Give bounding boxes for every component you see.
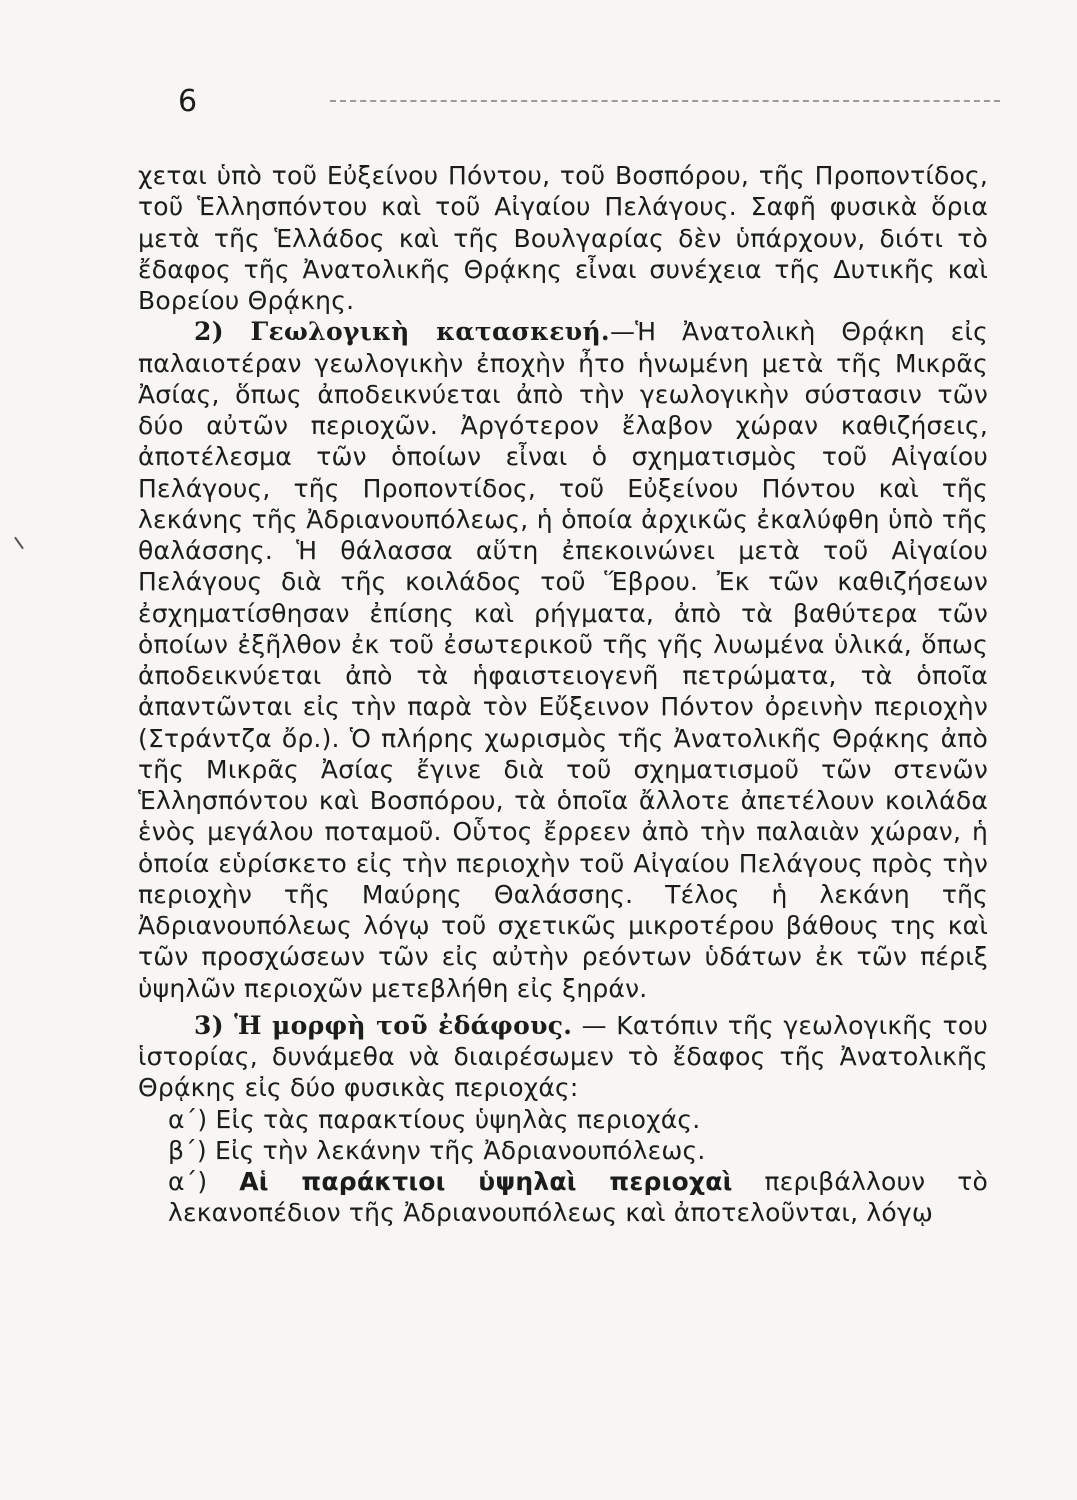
section-geology bbox=[138, 316, 988, 1004]
paragraph-coastal bbox=[138, 1166, 988, 1229]
margin-mark bbox=[14, 537, 24, 550]
section-heading-geology: 2) Γεωλογικὴ κατασκευή. bbox=[194, 317, 610, 347]
coastal-marker: α´) bbox=[168, 1167, 240, 1196]
header-rule bbox=[330, 100, 1000, 102]
section-text-landform: — Κατόπιν τῆς γεωλογικῆς του ἱστορίας, δυνάμεθα νὰ διαιρέσωμεν τὸ ἔδαφος τῆς Ἀνατολικῆς Θρᾴκης εἰς δύο φυσικὰς περιοχάς: bbox=[138, 1010, 988, 1103]
coastal-text: περιβάλλουν τὸ λεκανοπέδιον τῆς Ἀδριανουπόλεως καὶ ἀποτελοῦνται, λόγῳ bbox=[168, 1167, 988, 1228]
page-number: 6 bbox=[178, 84, 198, 119]
section-heading-landform: 3) Ἡ μορφὴ τοῦ ἐδάφους. bbox=[194, 1010, 573, 1040]
body-text bbox=[138, 160, 988, 1229]
section-landform bbox=[138, 1010, 988, 1104]
paragraph-continuation: χεται ὑπὸ τοῦ Εὐξείνου Πόντου, τοῦ Βοσπόρου, τῆς Προποντίδος, τοῦ Ἑλλησπόντου καὶ τοῦ Αἰγαίου Πελάγους. Σαφῆ φυσικὰ ὅρια μετὰ τῆς Ἑλλάδος καὶ τῆς Βουλγαρίας δὲν ὑπάρχουν, διότι τὸ ἔδαφος τῆς Ἀνατολικῆς Θρᾴκης εἶναι συνέχεια τῆς Δυτικῆς καὶ Βορείου Θρᾴκης. bbox=[138, 161, 988, 315]
coastal-bold-lead: Αἱ παράκτιοι ὑψηλαὶ περιοχαὶ bbox=[239, 1167, 733, 1196]
list-item-b: β´) Εἰς τὴν λεκάνην τῆς Ἀδριανουπόλεως. bbox=[168, 1135, 706, 1165]
section-text-geology: —Ἡ Ἀνατολικὴ Θρᾴκη εἰς παλαιοτέραν γεωλογικὴν ἐποχὴν ἦτο ἡνωμένη μετὰ τῆς Μικρᾶς Ἀσίας, ὅπως ἀποδεικνύεται ἀπὸ τὴν γεωλογικὴν σύστασιν τῶν δύο αὐτῶν περιοχῶν. Ἀργότερον ἔλαβον χώραν καθιζήσεις, ἀποτέλεσμα τῶν ὁποίων εἶναι ὁ σχηματισμὸς τοῦ Αἰγαίου Πελάγους, τῆς Προποντίδος, τοῦ Εὐξείνου Πόντου καὶ τῆς λεκάνης τῆς Ἀδριανουπόλεως, ἡ ὁποία ἀρχικῶς ἐκαλύφθη ὑπὸ τῆς θαλάσσης. Ἡ θάλασσα αὕτη ἐπεκοινώνει μετὰ τοῦ Αἰγαίου Πελάγους διὰ τῆς κοιλάδος τοῦ Ἕβρου. Ἐκ τῶν καθιζήσεων ἐσχηματίσθησαν ἐπίσης καὶ ρήγματα, ἀπὸ τὰ βαθύτερα τῶν ὁποίων ἐξῆλθον ἐκ τοῦ ἐσωτερικοῦ τῆς γῆς λυωμένα ὑλικά, ὅπως ἀποδεικνύεται ἀπὸ τὰ ἡφαιστειογενῆ πετρώματα, τὰ ὁποῖα ἀπαντῶνται εἰς τὴν παρὰ τὸν Εὔξεινον Πόντον ὀρεινὴν περιοχὴν (Στράντζα ὄρ.). Ὁ πλήρης χωρισμὸς τῆς Ἀνατολικῆς Θρᾴκης ἀπὸ τῆς Μικρᾶς Ἀσίας ἔγινε διὰ τοῦ σχηματισμοῦ τῶν στενῶν Ἑλλησπόντου καὶ Βοσπόρου, τὰ ὁποῖα ἄλλοτε ἀπετέλουν κοιλάδα ἑνὸς μεγάλου ποταμοῦ. Οὗτος ἔρρεεν ἀπὸ τὴν παλαιὰν χώραν, ἡ ὁποία εὑρίσκετο εἰς τὴν περιοχὴν τοῦ Αἰγαίου Πελάγους πρὸς τὴν περιοχὴν τῆς Μαύρης Θαλάσσης. Τέλος ἡ λεκάνη τῆς Ἀδριανουπόλεως λόγῳ τοῦ σχετικῶς μικροτέρου βάθους της καὶ τῶν προσχώσεων τῶν εἰς αὐτὴν ρεόντων ὑδάτων ἐκ τῶν πέριξ ὑψηλῶν περιοχῶν μετεβλήθη εἰς ξηράν. bbox=[138, 317, 988, 1003]
list-item-a: α´) Εἰς τὰς παρακτίους ὑψηλὰς περιοχάς. bbox=[168, 1104, 701, 1134]
